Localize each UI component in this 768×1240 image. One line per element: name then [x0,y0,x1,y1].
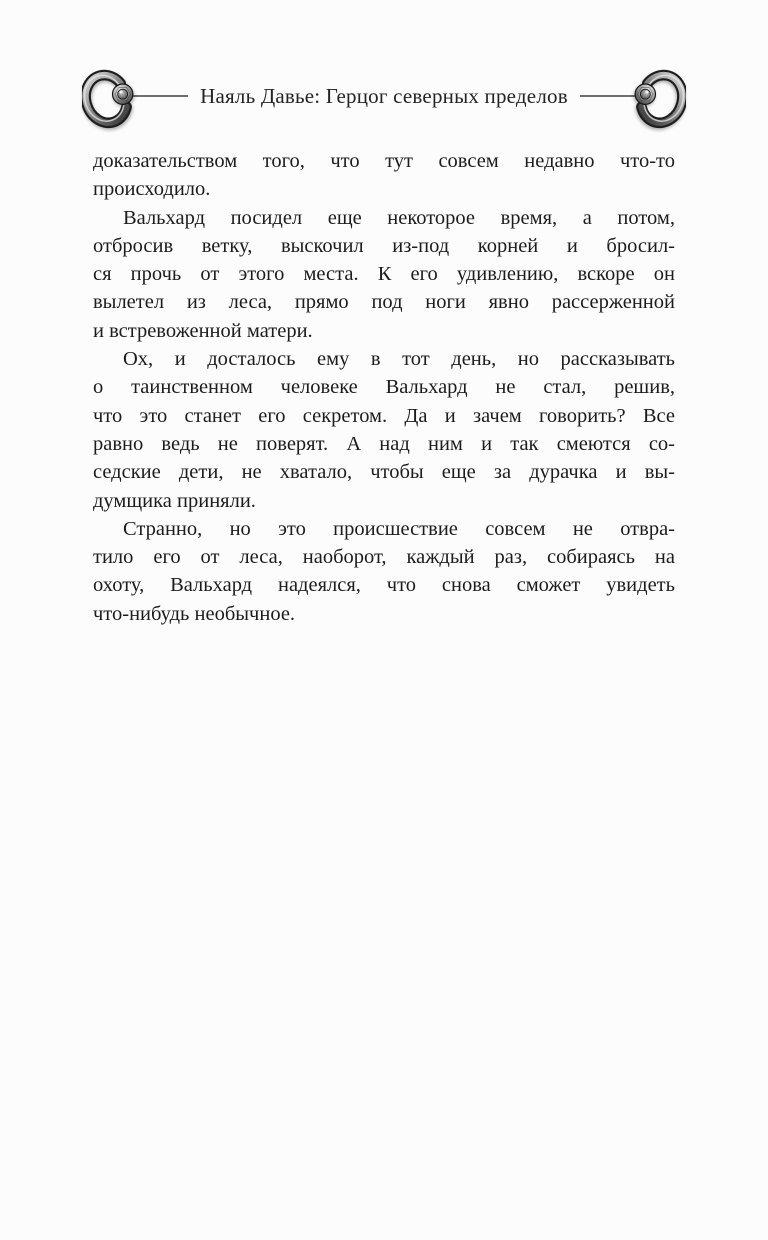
text-line: Ох, и досталось ему в тот день, но рассказывать [123,348,675,371]
text-line: тило его от леса, наоборот, каждый раз, собираясь на [93,546,675,569]
text-line: доказательством того, что тут совсем недавно что-то [93,150,675,172]
running-header [82,62,686,136]
metal-curl-ornament-left-icon [82,66,144,132]
text-line: охоту, Вальхард надеялся, что снова сможет увидеть [93,574,675,597]
text-line: Странно, но это происшествие совсем не отвра- [123,517,675,540]
text-line: равно ведь не поверят. А над ним и так смеются со- [93,432,675,455]
text-line: вылетел из леса, прямо под ноги явно рассерженной [93,291,675,314]
text-line: и встревоженной матери. [93,319,313,342]
text-line: ся прочь от этого места. К его удивлению, вскоре он [93,263,675,286]
text-line: седские дети, не хватало, чтобы еще за дурачка и вы- [93,461,675,484]
page-text [93,147,675,628]
book-title: Наяль Давье: Герцог северных пределов [200,83,568,108]
metal-curl-ornament-right-icon [624,66,686,132]
text-line: о таинственном человеке Вальхард не стал, решив, [93,376,675,399]
text-line: Вальхард посидел еще некоторое время, а потом, [123,206,675,229]
text-line: что-нибудь необычное. [93,602,296,625]
text-line: отбросив ветку, выскочил из-под корней и бросил- [93,234,675,257]
text-line: происходило. [93,178,211,201]
text-line: думщика приняли. [93,489,256,512]
text-line: что это станет его секретом. Да и зачем говорить? Все [93,404,675,427]
